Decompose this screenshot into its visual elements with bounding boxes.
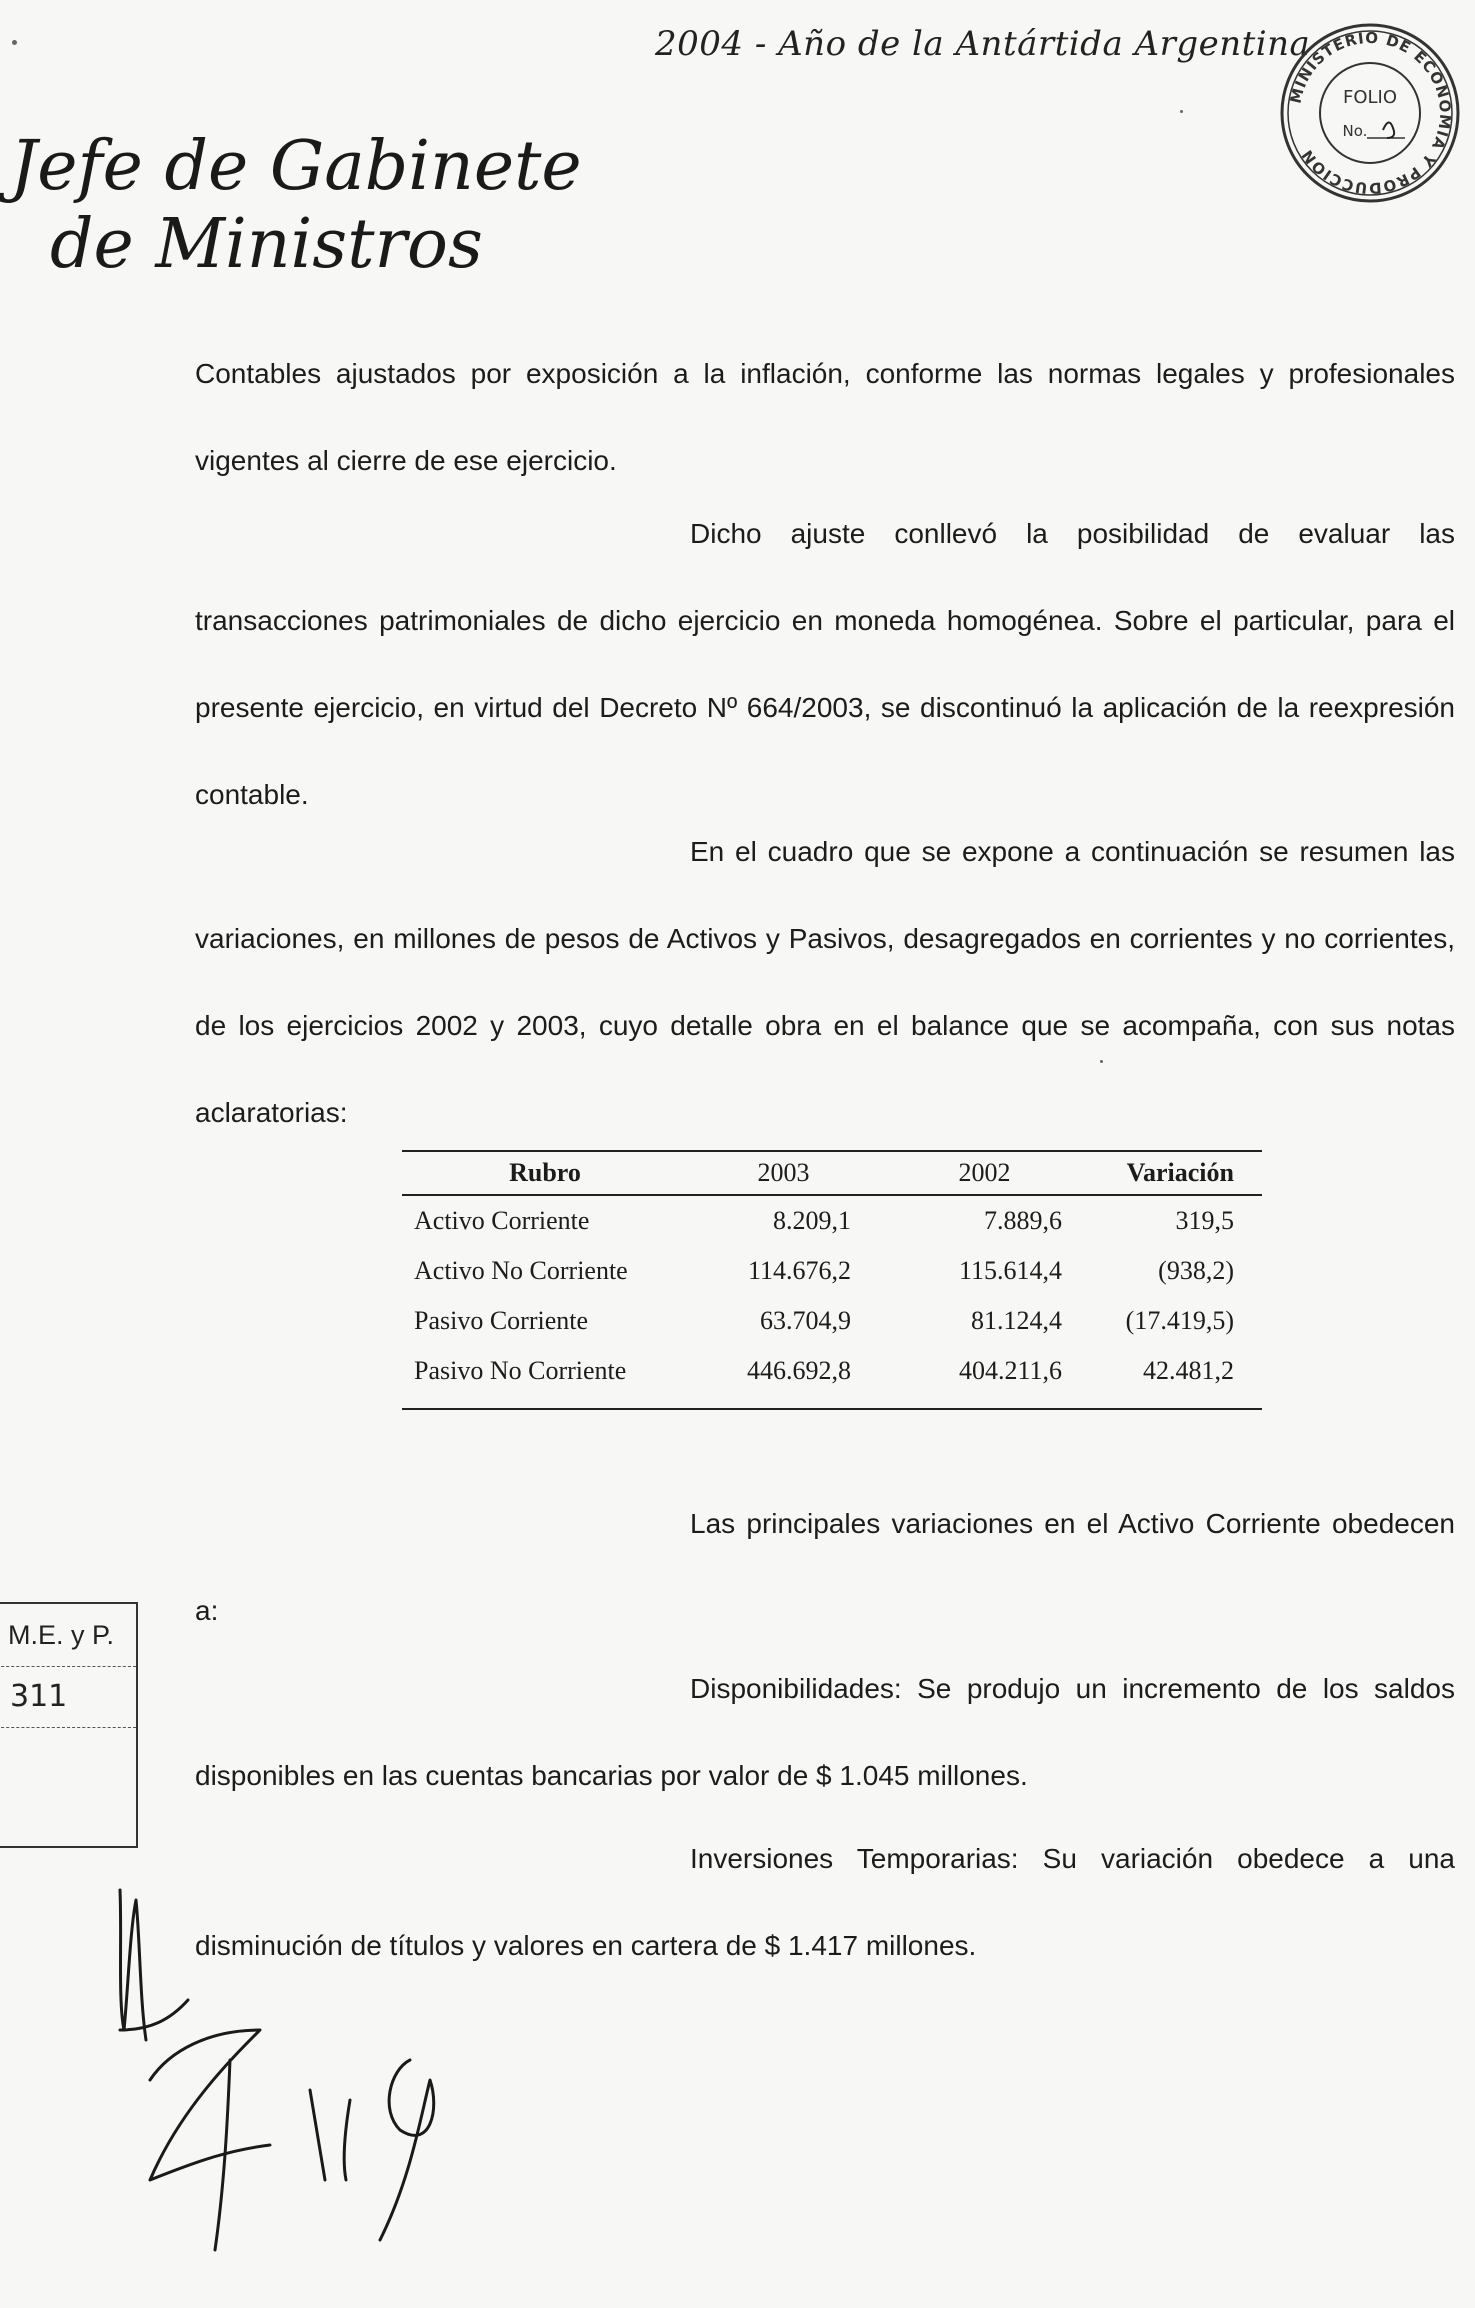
paragraph-2 bbox=[195, 490, 1455, 838]
paragraph-3 bbox=[195, 808, 1455, 1156]
header-motto: 2004 - Año de la Antártida Argentina bbox=[655, 24, 1311, 64]
seal-folio-label: FOLIO bbox=[1342, 87, 1398, 108]
header-2003: 2003 bbox=[688, 1151, 879, 1195]
paragraph-2-text: Dicho ajuste conllevó la posibilidad de evaluar las transacciones patrimoniales de dicho ejercicio en moneda homogénea. Sobre el particular, para el presente ejercicio, en virtud del Decreto Nº 664/2003, se discontinuó la aplicación de la reexpresión contable. bbox=[195, 518, 1455, 810]
cell-rubro: Pasivo Corriente bbox=[414, 1306, 589, 1335]
header-variacion: Variación bbox=[1090, 1151, 1262, 1195]
cell-2002: 115.614,4 bbox=[958, 1256, 1062, 1285]
cell-variacion: (938,2) bbox=[1158, 1256, 1234, 1285]
table-row bbox=[402, 1296, 1262, 1346]
cell-2003: 63.704,9 bbox=[760, 1306, 851, 1335]
cell-2003: 8.209,1 bbox=[773, 1206, 851, 1235]
cell-variacion: (17.419,5) bbox=[1125, 1306, 1234, 1335]
margin-stamp-ministry: M.E. y P. bbox=[0, 1604, 136, 1667]
cell-variacion: 319,5 bbox=[1175, 1206, 1234, 1235]
cell-2003: 114.676,2 bbox=[747, 1256, 851, 1285]
scan-speck bbox=[1100, 1060, 1103, 1063]
margin-stamp-number: 311 bbox=[0, 1667, 136, 1728]
table-header-row bbox=[402, 1151, 1262, 1195]
cell-rubro: Activo No Corriente bbox=[414, 1256, 628, 1285]
table-row bbox=[402, 1195, 1262, 1246]
paragraph-4 bbox=[195, 1480, 1455, 1654]
cell-2002: 7.889,6 bbox=[984, 1206, 1062, 1235]
cell-2002: 81.124,4 bbox=[971, 1306, 1062, 1335]
seal-ring-text: MINISTERIO DE ECONOMIA Y PRODUCCION bbox=[1286, 28, 1455, 198]
cell-rubro: Pasivo No Corriente bbox=[414, 1356, 627, 1385]
seal-number-label: No. bbox=[1342, 122, 1368, 140]
paragraph-3-text: En el cuadro que se expone a continuación se resumen las variaciones, en millones de pesos de Activos y Pasivos, desagregados en corrientes y no corrientes, de los ejercicios 2002 y 2003, cuyo detalle obra en el balance que se acompaña, con sus notas aclaratorias: bbox=[195, 836, 1455, 1128]
paragraph-1: Contables ajustados por exposición a la inflación, conforme las normas legales y profesionales vigentes al cierre de ese ejercicio. bbox=[195, 358, 1455, 476]
letterhead bbox=[10, 128, 582, 284]
scan-speck bbox=[1180, 110, 1183, 113]
svg-text:MINISTERIO DE ECONOMIA Y PRODU bbox=[1286, 29, 1454, 197]
table-row bbox=[402, 1346, 1262, 1409]
paragraph-6-text: Inversiones Temporarias: Su variación obedece a una disminución de títulos y valores en cartera de $ 1.417 millones. bbox=[195, 1843, 1455, 1961]
scan-speck bbox=[12, 40, 17, 45]
cell-variacion: 42.481,2 bbox=[1143, 1356, 1234, 1385]
margin-folio-stamp bbox=[0, 1602, 138, 1848]
table-row bbox=[402, 1246, 1262, 1296]
handwritten-signature bbox=[110, 1880, 530, 2260]
header-2002: 2002 bbox=[879, 1151, 1090, 1195]
letterhead-line1: Jefe de Gabinete bbox=[10, 127, 582, 206]
cell-2002: 404.211,6 bbox=[958, 1356, 1062, 1385]
paragraph-5 bbox=[195, 1645, 1455, 1819]
letterhead-line2: de Ministros bbox=[50, 205, 483, 284]
paragraph-5-text: Disponibilidades: Se produjo un incremento de los saldos disponibles en las cuentas bancarias por valor de $ 1.045 millones. bbox=[195, 1673, 1455, 1791]
paragraph-4-text: Las principales variaciones en el Activo Corriente obedecen a: bbox=[195, 1508, 1455, 1626]
folio-seal-stamp bbox=[1275, 18, 1465, 208]
header-rubro: Rubro bbox=[402, 1151, 688, 1195]
assets-liabilities-table bbox=[402, 1150, 1262, 1410]
cell-2003: 446.692,8 bbox=[747, 1356, 851, 1385]
cell-rubro: Activo Corriente bbox=[414, 1206, 590, 1235]
